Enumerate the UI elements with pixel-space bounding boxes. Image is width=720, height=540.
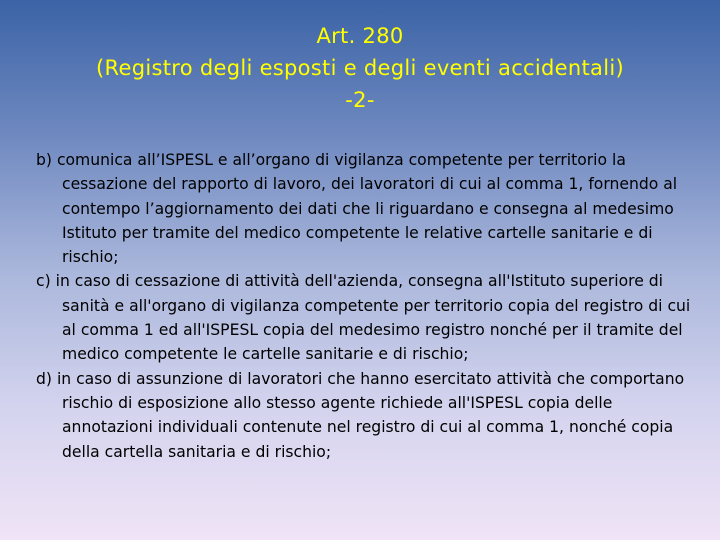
paragraph-c: c) in caso di cessazione di attività dell'azienda, consegna all'Istituto superiore di sanità e all'organo di vigilanza competente per territorio copia del registro di cui al comma 1 ed all'ISPESL copia del medesimo registro nonché per il tramite del medico competente le cartelle sanitarie e di rischio; [36, 272, 691, 364]
paragraph-b: b) comunica all’ISPESL e all’organo di vigilanza competente per territorio la cessazione del rapporto di lavoro, dei lavoratori di cui al comma 1, fornendo al contempo l’aggiornamento dei dati che li riguardano e consegna al medesimo Istituto per tramite del medico competente le relative cartelle sanitarie e di rischio; [36, 151, 678, 267]
title-part-number: -2- [345, 88, 375, 112]
slide-body [36, 148, 696, 464]
slide-title [0, 20, 720, 116]
paragraph-d: d) in caso di assunzione di lavoratori che hanno esercitato attività che comportano rischio di esposizione allo stesso agente richiede all'ISPESL copia delle annotazioni individuali contenute nel registro di cui al comma 1, nonché copia della cartella sanitaria e di rischio; [36, 369, 685, 461]
title-article-number: Art. 280 [316, 24, 404, 48]
title-subject: (Registro degli esposti e degli eventi accidentali) [96, 56, 624, 80]
